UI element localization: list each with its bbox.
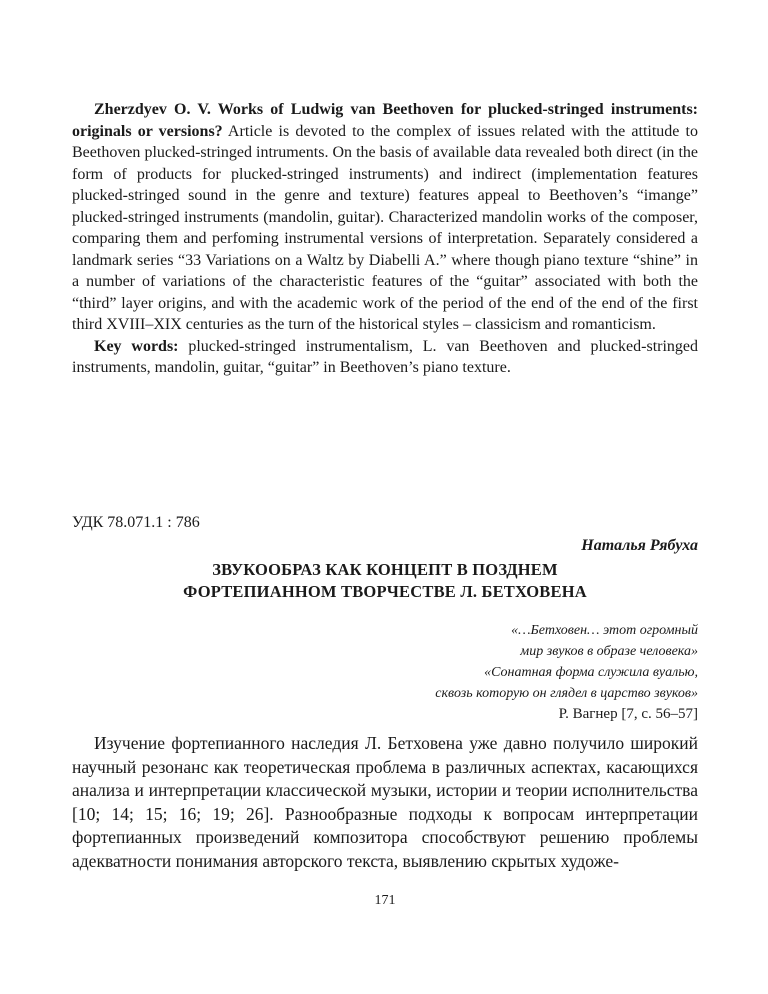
epigraph-line-4: сквозь которую он глядел в царство звуков» xyxy=(435,686,698,701)
epigraph-source: Р. Вагнер [7, с. 56–57] xyxy=(558,706,698,722)
abstract-paragraph xyxy=(72,99,698,336)
epigraph-line-3: «Сонатная форма служила вуалью, xyxy=(484,665,698,680)
page-number: 171 xyxy=(374,893,396,908)
article-title xyxy=(72,559,698,602)
epigraph xyxy=(435,620,698,725)
body-paragraph: Изучение фортепианного наследия Л. Бетховена уже давно получило широкий научный резонанс как теоретическая проблема в различных аспектах, касающихся анализа и интерпретации классической музыки, истории и теории исполнительства [10; 14; 15; 16; 19; 26]. Разнообразные подходы к вопросам интерпретации фортепианных произведений композитора способствуют решению проблемы адекватности понимания авторского текста, выявлению скрытых художе- xyxy=(72,733,698,871)
abstract-text: Article is devoted to the complex of issues related with the attitude to Beethoven plucked-stringed intruments. On the basis of available data revealed both direct (in the form of products for plucked-stringed instruments) and indirect (implementation features plucked-stringed sound in the genre and texture) features appeal to Beethoven’s “imange” plucked-stringed instruments (mandolin, guitar). Characterized mandolin works of the composer, comparing them and perfoming instrumental versions of interpretation. Separately considered a landmark series “33 Variations on a Waltz by Diabelli A.” where though piano texture “shine” in a number of variations of the characteristic features of the “guitar” associated with both the “third” layer origins, and with the academic work of the period of the end of the end of the first third XVIII–XIX centuries as the turn of the historical styles – classicism and romanticism. xyxy=(72,122,698,333)
article-title-line-1: ЗВУКООБРАЗ КАК КОНЦЕПТ В ПОЗДНЕМ xyxy=(212,560,558,579)
epigraph-line-2: мир звуков в образе человека» xyxy=(520,644,698,659)
udc-code: УДК 78.071.1 : 786 xyxy=(72,514,200,531)
english-abstract xyxy=(72,99,698,379)
keywords-paragraph xyxy=(72,336,698,379)
keywords-text: plucked-stringed instrumentalism, L. van Beethoven and plucked-stringed instruments, mandolin, guitar, “guitar” in Beethoven’s piano texture. xyxy=(72,337,699,376)
epigraph-line-1: «…Бетховен… этот огромный xyxy=(511,623,698,638)
article-title-line-2: ФОРТЕПИАННОМ ТВОРЧЕСТВЕ Л. БЕТХОВЕНА xyxy=(183,581,587,601)
abstract-title: Zherzdyev O. V. Works of Ludwig van Beethoven for plucked-stringed instruments: originals or versions? xyxy=(72,101,698,140)
keywords-label: Key words: xyxy=(94,337,179,355)
author-name: Наталья Рябуха xyxy=(581,537,698,554)
